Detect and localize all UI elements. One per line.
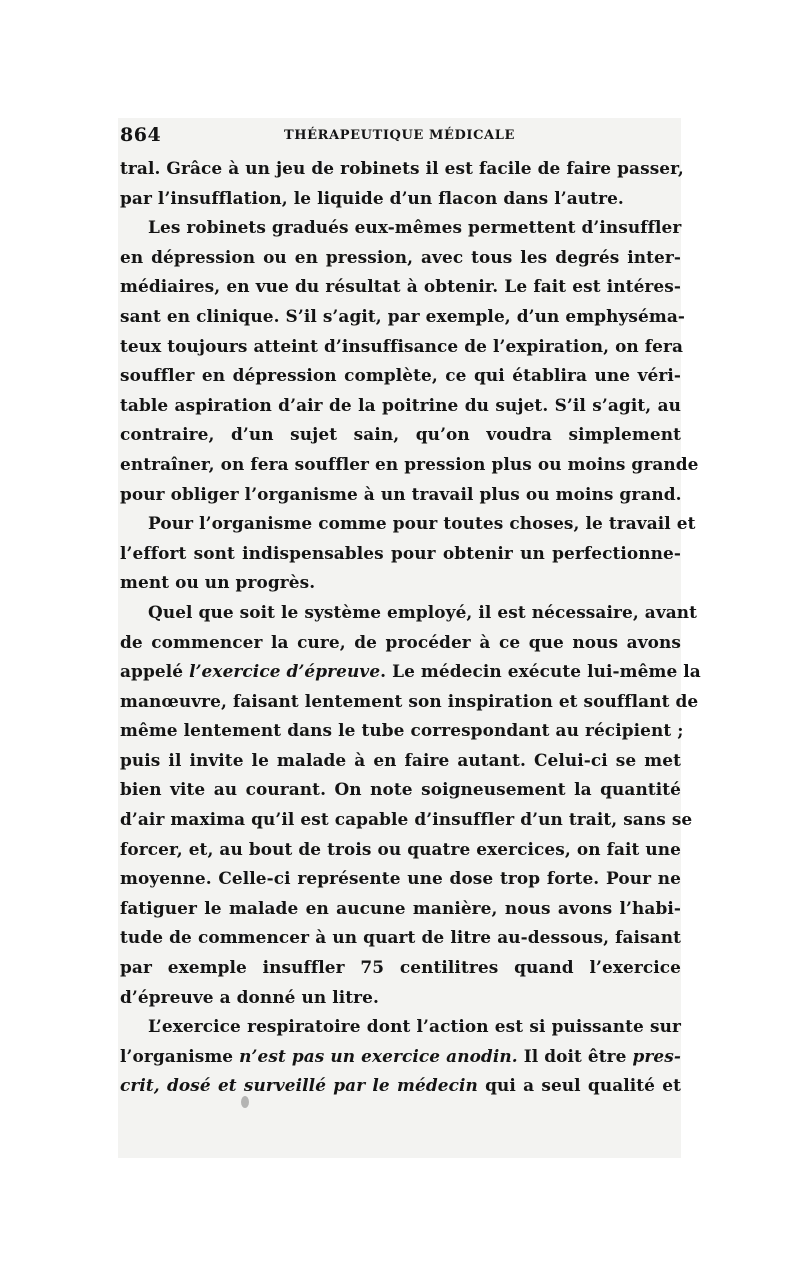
text-run: ment ou un progrès. [120,572,316,593]
text-line-l31 [120,1042,681,1072]
text-run: l’organisme [120,1045,240,1066]
body-text [120,154,701,1101]
text-run: entraîner, on fera souffler en pression plus ou moins grande [120,453,699,474]
running-head [118,124,681,148]
text-run: même lentement dans le tube correspondant au récipient ; [120,720,684,741]
text-line-l32 [120,1071,681,1101]
italic-run: crit, dosé et surveillé par le médecin [120,1075,478,1096]
text-line-l15 [120,568,681,598]
text-line-l13 [120,509,696,539]
text-run: puis il invite le malade à en faire autant. Celui-ci se met [120,749,681,770]
text-run: l’effort sont indispensables pour obtenir un perfectionne- [120,542,681,563]
text-run: qui a seul qualité et [477,1075,681,1096]
text-line-l4 [120,243,681,273]
italic-run: l’exercice d’épreuve [189,661,381,682]
text-run: table aspiration d’air de la poitrine du sujet. S’il s’agit, au [120,394,681,415]
text-line-l19 [120,687,699,717]
text-line-l22 [120,775,681,805]
text-run: Les robinets gradués eux-mêmes permettent d’insuffler [148,217,682,238]
text-run: Quel que soit le système employé, il est nécessaire, avant [148,601,698,622]
text-run: fatiguer le malade en aucune manière, nous avons l’habi- [120,897,681,918]
text-line-l11 [120,450,699,480]
text-line-l25 [120,864,681,894]
text-run: d’air maxima qu’il est capable d’insuffler d’un trait, sans se [120,809,693,830]
text-line-l23 [120,805,693,835]
text-run: . Le médecin exécute lui-même la [380,661,701,682]
book-page [118,118,701,1158]
text-run: Il doit être [517,1045,633,1066]
text-run: d’épreuve a donné un litre. [120,986,380,1007]
text-line-l29 [120,983,681,1013]
italic-run: n’est pas un exercice anodin. [239,1045,518,1066]
page-number: 864 [120,124,162,146]
text-run: par exemple insuffler 75 centilitres quand l’exercice [120,957,681,978]
text-line-l5 [120,272,681,302]
text-run: par l’insufflation, le liquide d’un flacon dans l’autre. [120,187,624,208]
text-line-l14 [120,539,681,569]
text-run: de commencer la cure, de procéder à ce que nous avons [120,631,681,652]
text-run: bien vite au courant. On note soigneusement la quantité [120,779,681,800]
text-run: forcer, et, au bout de trois ou quatre exercices, on fait une [120,838,681,859]
text-line-l12 [120,480,681,510]
text-line-l24 [120,835,681,865]
text-line-l10 [120,420,681,450]
text-run: Pour l’organisme comme pour toutes choses, le travail et [148,513,696,534]
text-run: tral. Grâce à un jeu de robinets il est facile de faire passer, [120,158,684,178]
text-run: pour obliger l’organisme à un travail plus ou moins grand. [120,483,682,504]
text-run: souffler en dépression complète, ce qui établira une véri- [120,365,681,386]
text-run: appelé [120,661,190,682]
text-run: tude de commencer à un quart de litre au-dessous, faisant [120,927,681,948]
text-line-l30 [120,1012,681,1042]
text-line-l9 [120,391,681,421]
text-line-l17 [120,628,681,658]
text-line-l7 [120,332,684,362]
text-line-l28 [120,953,681,983]
text-line-l16 [120,598,698,628]
text-run: manœuvre, faisant lentement son inspiration et soufflant de [120,690,699,711]
text-line-l2 [120,184,681,214]
text-line-l18 [120,657,701,687]
text-line-l8 [120,361,681,391]
italic-run: pres- [632,1045,681,1066]
text-line-l6 [120,302,685,332]
text-run: médiaires, en vue du résultat à obtenir. Le fait est intéres- [120,276,681,297]
text-run: en dépression ou en pression, avec tous les degrés inter- [120,246,681,267]
text-run: teux toujours atteint d’insuffisance de l’expiration, on fera [120,335,684,356]
text-line-l3 [120,213,681,243]
text-run: L’exercice respiratoire dont l’action est si puissante sur [148,1016,681,1037]
ink-blotch [241,1096,249,1108]
text-run: moyenne. Celle-ci représente une dose trop forte. Pour ne [120,868,681,889]
text-line-l1 [120,154,684,184]
running-title: THÉRAPEUTIQUE MÉDICALE [284,128,515,143]
text-line-l27 [120,923,681,953]
text-run: contraire, d’un sujet sain, qu’on voudra simplement [120,424,681,445]
text-line-l21 [120,746,681,776]
text-line-l20 [120,716,684,746]
text-line-l26 [120,894,681,924]
text-run: sant en clinique. S’il s’agit, par exemple, d’un emphyséma- [120,305,685,326]
